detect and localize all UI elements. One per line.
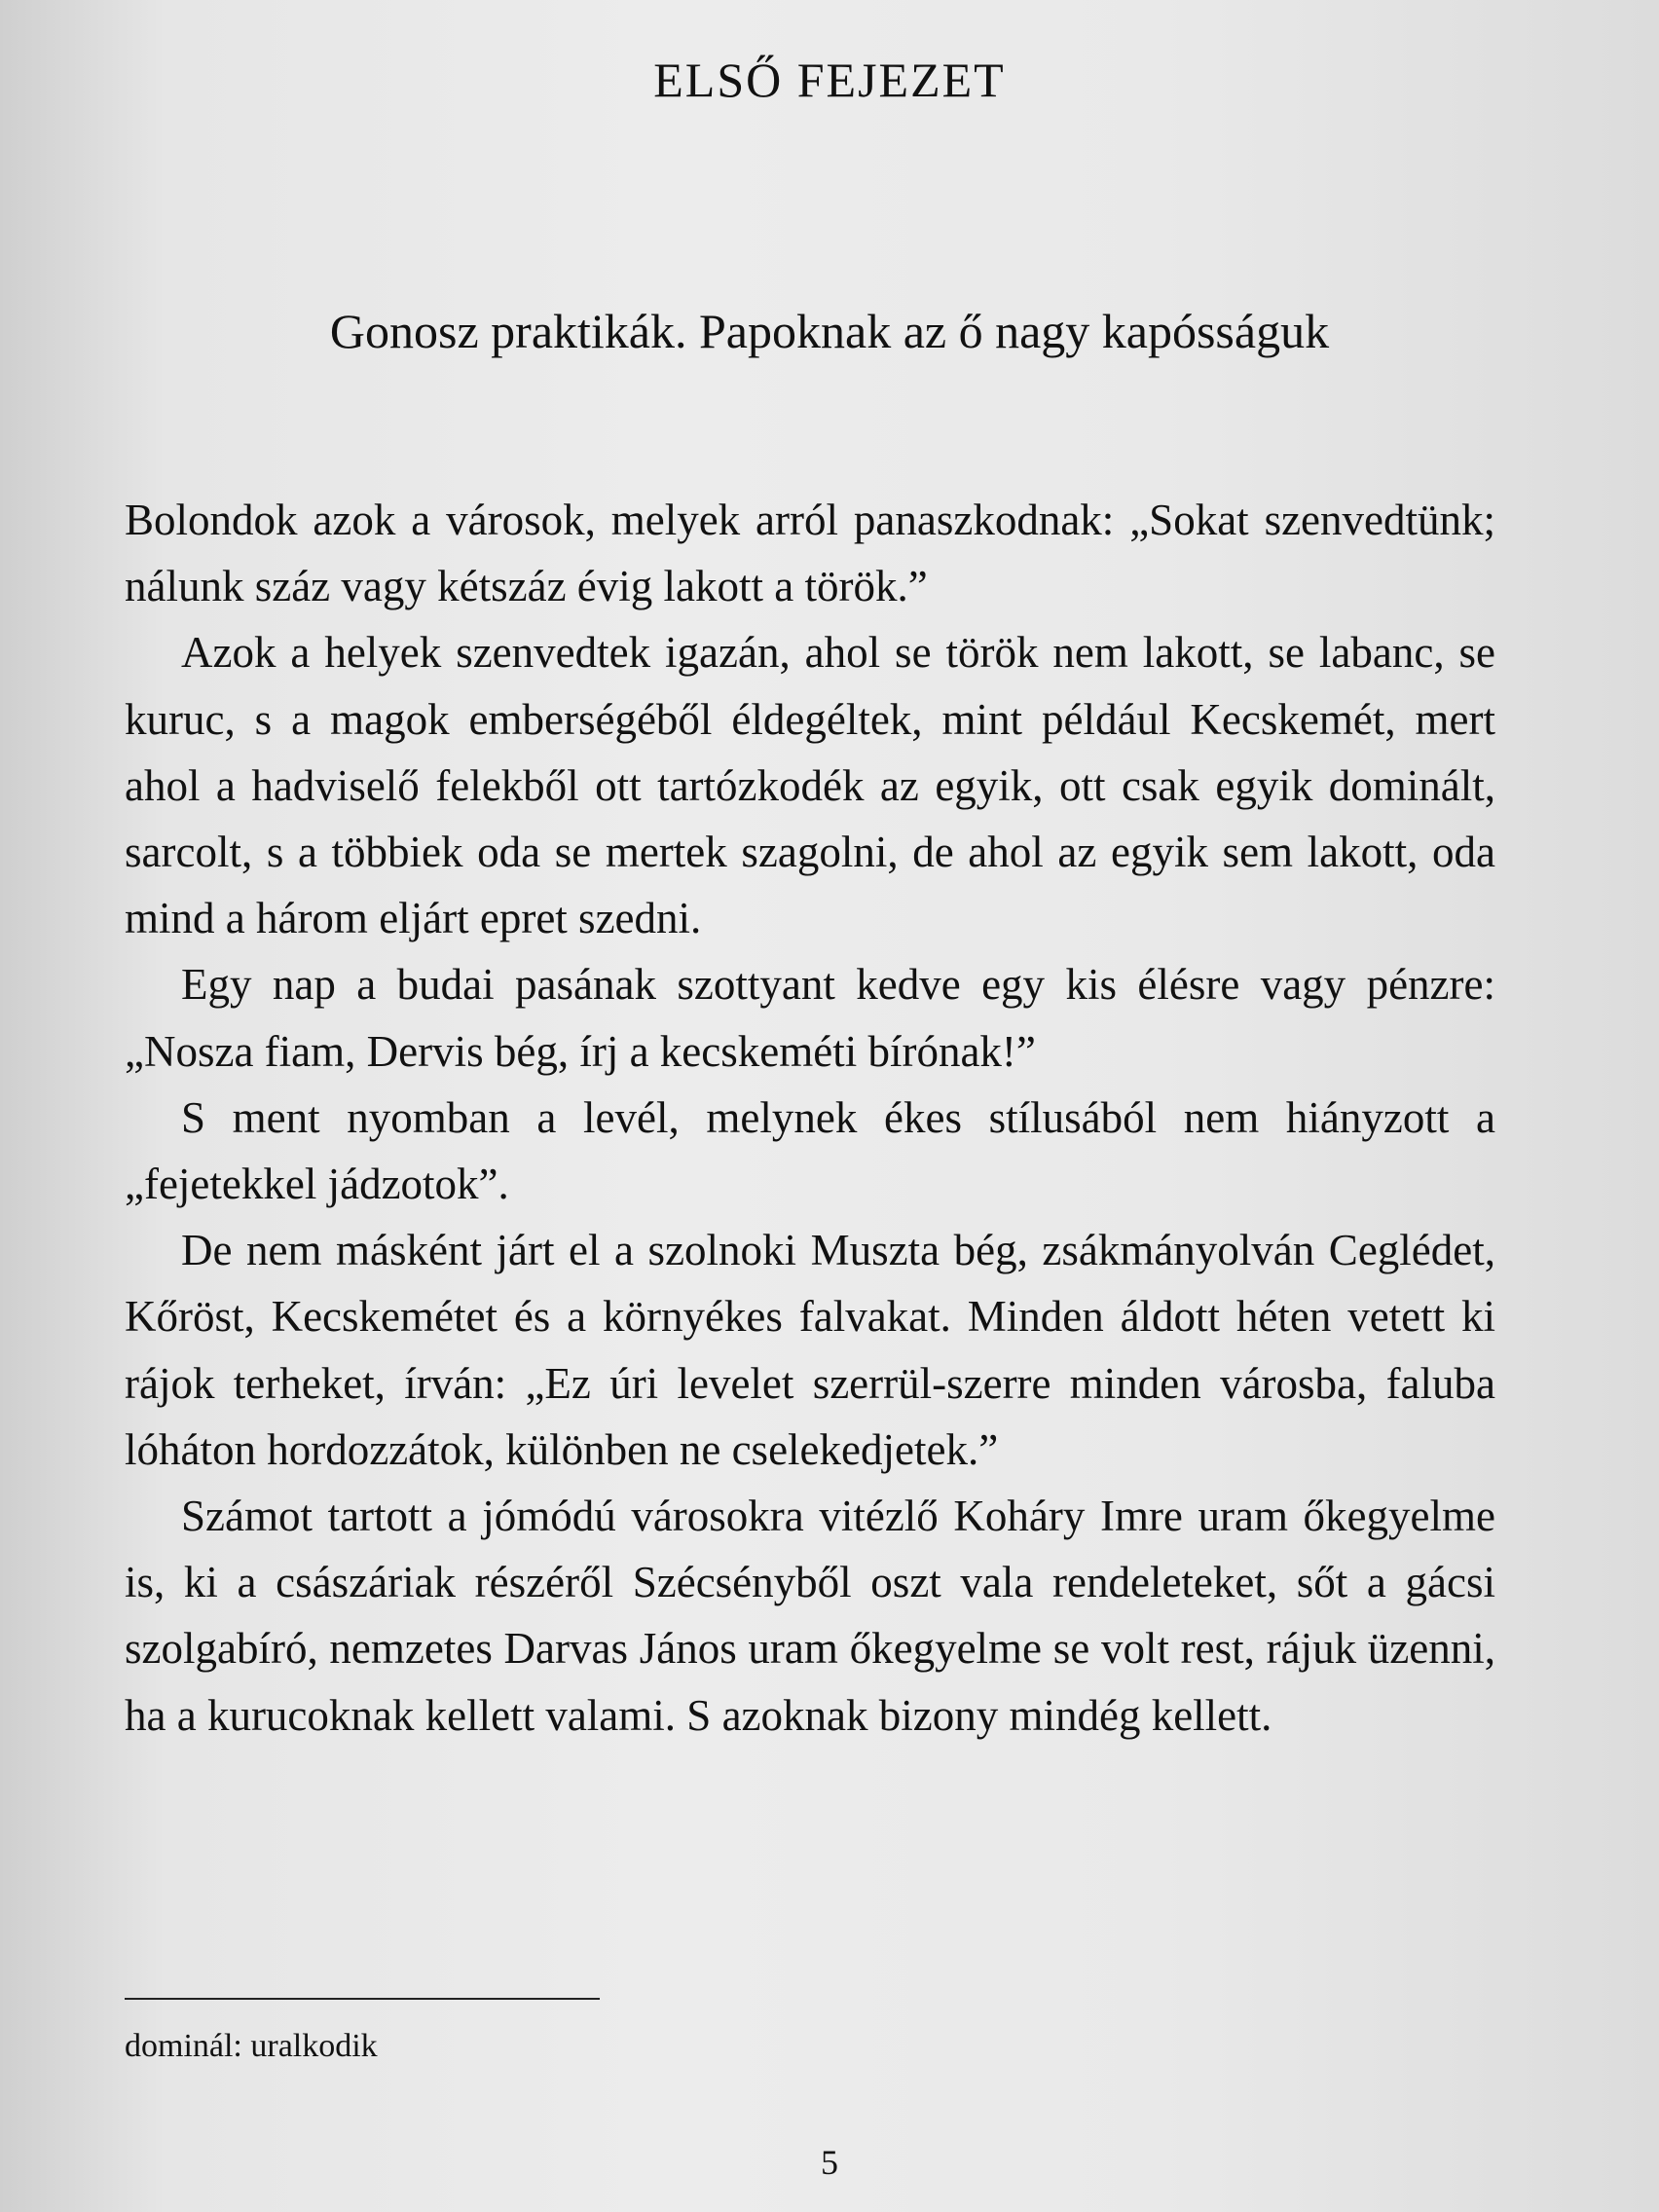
body-text [125, 487, 1495, 1749]
chapter-title: ELSŐ FEJEZET [653, 53, 1006, 107]
paragraph-5: De nem másként járt el a szolnoki Muszta bég, zsákmányolván Ceglédet, Kőröst, Kecskemétet és a környékes falvakat. Minden áldott héten vetett ki rájok terheket, írván: „Ez úri levelet szerrül-szerre minden városba, faluba lóháton hordozzátok, különben ne cselekedjetek.” [125, 1226, 1495, 1474]
paragraph-2: Azok a helyek szenvedtek igazán, ahol se török nem lakott, se labanc, se kuruc, s a magok emberségéből éldegéltek, mint például Kecskemét, mert ahol a hadviselő felekből ott tartózkodék az egyik, ott csak egyik dominált, sarcolt, s a többiek oda se mertek szagolni, de ahol az egyik sem lakott, oda mind a három eljárt epret szedni. [125, 628, 1495, 943]
chapter-subtitle: Gonosz praktikák. Papoknak az ő nagy kapósságuk [329, 304, 1330, 358]
paragraph-6: Számot tartott a jómódú városokra vitézlő Koháry Imre uram őkegyelme is, ki a császáriak részéről Szécsényből oszt vala rendeleteket, sőt a gácsi szolgabíró, nemzetes Darvas János uram őkegyelme se volt rest, rájuk üzenni, ha a kurucoknak kellett valami. S azoknak bizony mindég kellett. [125, 1492, 1495, 1740]
paragraph-1: Bolondok azok a városok, melyek arról panaszkodnak: „Sokat szenvedtünk; nálunk száz vagy kétszáz évig lakott a török.” [125, 496, 1495, 611]
footnote: dominál: uralkodik [125, 2028, 378, 2064]
paragraph-3: Egy nap a budai pasának szottyant kedve egy kis élésre vagy pénzre: „Nosza fiam, Dervis bég, írj a kecskeméti bírónak!” [125, 960, 1495, 1076]
paragraph-4: S ment nyomban a levél, melynek ékes stílusából nem hiányzott a „fejetekkel jádzotok”. [125, 1092, 1495, 1209]
footnote-divider [125, 1998, 600, 2000]
page-number: 5 [821, 2143, 838, 2182]
